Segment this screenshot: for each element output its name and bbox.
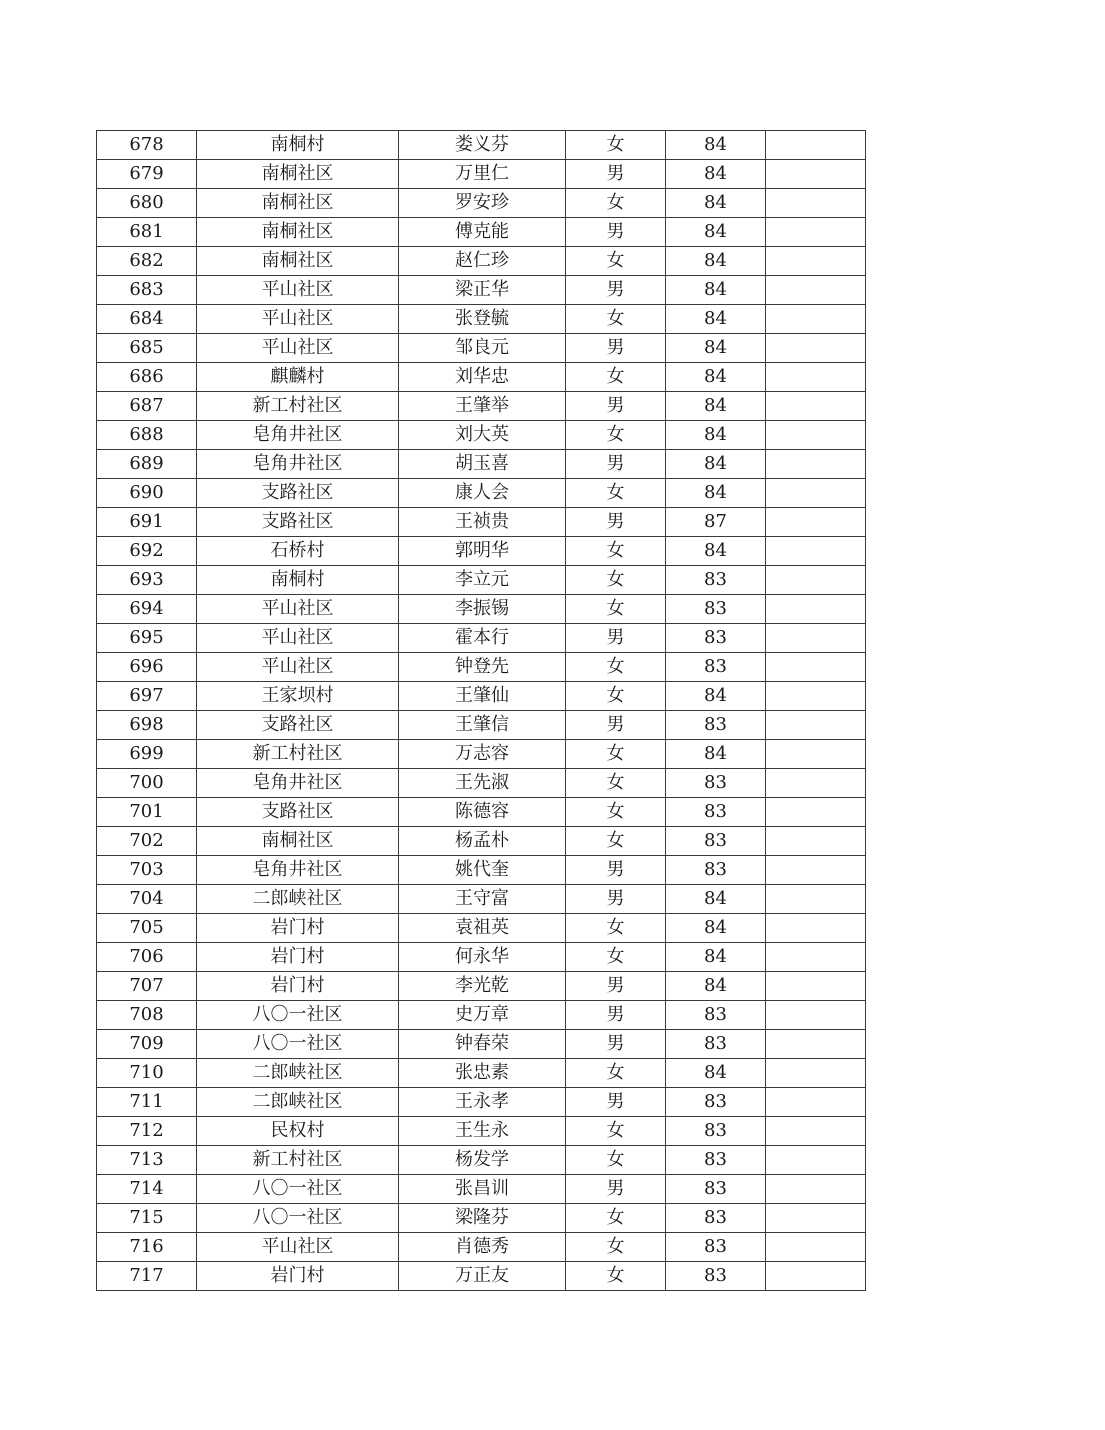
age-cell: 83 [666, 1175, 766, 1204]
community-cell: 平山社区 [197, 653, 399, 682]
age-cell: 84 [666, 885, 766, 914]
gender-cell: 男 [566, 508, 666, 537]
gender-cell: 女 [566, 740, 666, 769]
gender-cell: 女 [566, 479, 666, 508]
community-cell: 岩门村 [197, 914, 399, 943]
gender-cell: 女 [566, 363, 666, 392]
name-cell: 钟春荣 [399, 1030, 566, 1059]
table-row [97, 131, 866, 160]
gender-cell: 女 [566, 1117, 666, 1146]
table-row [97, 305, 866, 334]
gender-cell: 女 [566, 247, 666, 276]
table-row [97, 537, 866, 566]
community-cell: 支路社区 [197, 798, 399, 827]
name-cell: 王肇信 [399, 711, 566, 740]
name-cell: 郭明华 [399, 537, 566, 566]
row-number-cell: 690 [97, 479, 197, 508]
community-cell: 南桐社区 [197, 189, 399, 218]
community-cell: 八〇一社区 [197, 1204, 399, 1233]
community-cell: 二郎峡社区 [197, 885, 399, 914]
remark-cell [766, 1030, 866, 1059]
community-cell: 八〇一社区 [197, 1001, 399, 1030]
table-row [97, 334, 866, 363]
remark-cell [766, 508, 866, 537]
table-row [97, 421, 866, 450]
name-cell: 姚代奎 [399, 856, 566, 885]
name-cell: 肖德秀 [399, 1233, 566, 1262]
table-row [97, 218, 866, 247]
community-cell: 南桐村 [197, 566, 399, 595]
row-number-cell: 707 [97, 972, 197, 1001]
remark-cell [766, 1146, 866, 1175]
community-cell: 岩门村 [197, 943, 399, 972]
row-number-cell: 693 [97, 566, 197, 595]
name-cell: 刘华忠 [399, 363, 566, 392]
gender-cell: 男 [566, 711, 666, 740]
row-number-cell: 697 [97, 682, 197, 711]
remark-cell [766, 624, 866, 653]
table-row [97, 711, 866, 740]
name-cell: 陈德容 [399, 798, 566, 827]
gender-cell: 男 [566, 218, 666, 247]
name-cell: 杨孟朴 [399, 827, 566, 856]
gender-cell: 女 [566, 421, 666, 450]
age-cell: 83 [666, 856, 766, 885]
gender-cell: 女 [566, 653, 666, 682]
age-cell: 84 [666, 914, 766, 943]
gender-cell: 女 [566, 1262, 666, 1291]
gender-cell: 男 [566, 276, 666, 305]
row-number-cell: 695 [97, 624, 197, 653]
remark-cell [766, 856, 866, 885]
remark-cell [766, 1175, 866, 1204]
community-cell: 皂角井社区 [197, 421, 399, 450]
community-cell: 麒麟村 [197, 363, 399, 392]
row-number-cell: 688 [97, 421, 197, 450]
age-cell: 83 [666, 1001, 766, 1030]
remark-cell [766, 914, 866, 943]
row-number-cell: 709 [97, 1030, 197, 1059]
remark-cell [766, 769, 866, 798]
gender-cell: 女 [566, 914, 666, 943]
remark-cell [766, 1088, 866, 1117]
gender-cell: 男 [566, 624, 666, 653]
name-cell: 袁祖英 [399, 914, 566, 943]
table-row [97, 479, 866, 508]
remark-cell [766, 450, 866, 479]
table-row [97, 189, 866, 218]
gender-cell: 男 [566, 1175, 666, 1204]
remark-cell [766, 363, 866, 392]
row-number-cell: 682 [97, 247, 197, 276]
table-row [97, 972, 866, 1001]
row-number-cell: 689 [97, 450, 197, 479]
remark-cell [766, 943, 866, 972]
community-cell: 支路社区 [197, 479, 399, 508]
table-row [97, 1146, 866, 1175]
remark-cell [766, 682, 866, 711]
age-cell: 83 [666, 1204, 766, 1233]
gender-cell: 女 [566, 827, 666, 856]
row-number-cell: 684 [97, 305, 197, 334]
row-number-cell: 691 [97, 508, 197, 537]
table-row [97, 595, 866, 624]
remark-cell [766, 827, 866, 856]
age-cell: 83 [666, 653, 766, 682]
table-row [97, 682, 866, 711]
row-number-cell: 701 [97, 798, 197, 827]
age-cell: 83 [666, 624, 766, 653]
name-cell: 万里仁 [399, 160, 566, 189]
gender-cell: 男 [566, 856, 666, 885]
community-cell: 南桐社区 [197, 247, 399, 276]
table-row [97, 624, 866, 653]
remark-cell [766, 421, 866, 450]
table-row [97, 885, 866, 914]
age-cell: 87 [666, 508, 766, 537]
table-row [97, 943, 866, 972]
gender-cell: 女 [566, 1233, 666, 1262]
age-cell: 83 [666, 1233, 766, 1262]
name-cell: 王祯贵 [399, 508, 566, 537]
community-cell: 岩门村 [197, 972, 399, 1001]
community-cell: 南桐社区 [197, 827, 399, 856]
table-row [97, 769, 866, 798]
table-row [97, 450, 866, 479]
name-cell: 万正友 [399, 1262, 566, 1291]
age-cell: 84 [666, 189, 766, 218]
age-cell: 83 [666, 595, 766, 624]
name-cell: 罗安珍 [399, 189, 566, 218]
gender-cell: 女 [566, 305, 666, 334]
gender-cell: 女 [566, 769, 666, 798]
gender-cell: 男 [566, 160, 666, 189]
community-cell: 二郎峡社区 [197, 1059, 399, 1088]
age-cell: 84 [666, 247, 766, 276]
table-row [97, 1088, 866, 1117]
remark-cell [766, 392, 866, 421]
table-row [97, 1262, 866, 1291]
community-cell: 新工村社区 [197, 740, 399, 769]
gender-cell: 女 [566, 131, 666, 160]
age-cell: 83 [666, 711, 766, 740]
age-cell: 84 [666, 305, 766, 334]
row-number-cell: 713 [97, 1146, 197, 1175]
age-cell: 84 [666, 363, 766, 392]
remark-cell [766, 711, 866, 740]
gender-cell: 女 [566, 1204, 666, 1233]
row-number-cell: 686 [97, 363, 197, 392]
table-row [97, 798, 866, 827]
community-cell: 新工村社区 [197, 1146, 399, 1175]
table-row [97, 653, 866, 682]
name-cell: 万志容 [399, 740, 566, 769]
age-cell: 84 [666, 334, 766, 363]
age-cell: 84 [666, 131, 766, 160]
row-number-cell: 692 [97, 537, 197, 566]
row-number-cell: 685 [97, 334, 197, 363]
name-cell: 王肇举 [399, 392, 566, 421]
gender-cell: 女 [566, 1059, 666, 1088]
name-cell: 张登毓 [399, 305, 566, 334]
age-cell: 83 [666, 1146, 766, 1175]
row-number-cell: 706 [97, 943, 197, 972]
gender-cell: 女 [566, 1146, 666, 1175]
row-number-cell: 698 [97, 711, 197, 740]
gender-cell: 男 [566, 1001, 666, 1030]
name-cell: 霍本行 [399, 624, 566, 653]
age-cell: 84 [666, 160, 766, 189]
row-number-cell: 687 [97, 392, 197, 421]
table-row [97, 856, 866, 885]
row-number-cell: 717 [97, 1262, 197, 1291]
table-row [97, 508, 866, 537]
name-cell: 张忠素 [399, 1059, 566, 1088]
name-cell: 李光乾 [399, 972, 566, 1001]
name-cell: 王永孝 [399, 1088, 566, 1117]
community-cell: 王家坝村 [197, 682, 399, 711]
gender-cell: 女 [566, 943, 666, 972]
remark-cell [766, 247, 866, 276]
community-cell: 南桐社区 [197, 218, 399, 247]
age-cell: 83 [666, 827, 766, 856]
table-row [97, 1030, 866, 1059]
table-row [97, 1233, 866, 1262]
row-number-cell: 678 [97, 131, 197, 160]
community-cell: 新工村社区 [197, 392, 399, 421]
age-cell: 84 [666, 276, 766, 305]
community-cell: 平山社区 [197, 334, 399, 363]
table-row [97, 740, 866, 769]
remark-cell [766, 218, 866, 247]
gender-cell: 男 [566, 450, 666, 479]
remark-cell [766, 740, 866, 769]
name-cell: 王先淑 [399, 769, 566, 798]
table-row [97, 276, 866, 305]
name-cell: 何永华 [399, 943, 566, 972]
row-number-cell: 696 [97, 653, 197, 682]
remark-cell [766, 885, 866, 914]
gender-cell: 男 [566, 1088, 666, 1117]
name-cell: 王生永 [399, 1117, 566, 1146]
name-cell: 杨发学 [399, 1146, 566, 1175]
community-cell: 平山社区 [197, 276, 399, 305]
name-cell: 钟登先 [399, 653, 566, 682]
row-number-cell: 704 [97, 885, 197, 914]
remark-cell [766, 189, 866, 218]
gender-cell: 男 [566, 885, 666, 914]
community-cell: 平山社区 [197, 624, 399, 653]
age-cell: 83 [666, 566, 766, 595]
community-cell: 二郎峡社区 [197, 1088, 399, 1117]
name-cell: 康人会 [399, 479, 566, 508]
row-number-cell: 710 [97, 1059, 197, 1088]
age-cell: 84 [666, 392, 766, 421]
name-cell: 张昌训 [399, 1175, 566, 1204]
remark-cell [766, 798, 866, 827]
community-cell: 平山社区 [197, 1233, 399, 1262]
name-cell: 胡玉喜 [399, 450, 566, 479]
row-number-cell: 681 [97, 218, 197, 247]
community-cell: 皂角井社区 [197, 856, 399, 885]
remark-cell [766, 1059, 866, 1088]
gender-cell: 男 [566, 972, 666, 1001]
table-row [97, 1001, 866, 1030]
name-cell: 邹良元 [399, 334, 566, 363]
age-cell: 84 [666, 682, 766, 711]
table-row [97, 827, 866, 856]
name-cell: 王守富 [399, 885, 566, 914]
age-cell: 84 [666, 740, 766, 769]
remark-cell [766, 1233, 866, 1262]
remark-cell [766, 1001, 866, 1030]
community-cell: 皂角井社区 [197, 769, 399, 798]
table-row [97, 1175, 866, 1204]
remark-cell [766, 276, 866, 305]
gender-cell: 女 [566, 566, 666, 595]
table-row [97, 1117, 866, 1146]
row-number-cell: 702 [97, 827, 197, 856]
row-number-cell: 711 [97, 1088, 197, 1117]
remark-cell [766, 566, 866, 595]
age-cell: 83 [666, 769, 766, 798]
remark-cell [766, 1262, 866, 1291]
name-cell: 李立元 [399, 566, 566, 595]
community-cell: 皂角井社区 [197, 450, 399, 479]
age-cell: 84 [666, 218, 766, 247]
community-cell: 八〇一社区 [197, 1175, 399, 1204]
name-cell: 赵仁珍 [399, 247, 566, 276]
remark-cell [766, 537, 866, 566]
table-row [97, 914, 866, 943]
community-cell: 民权村 [197, 1117, 399, 1146]
remark-cell [766, 595, 866, 624]
community-cell: 岩门村 [197, 1262, 399, 1291]
gender-cell: 男 [566, 334, 666, 363]
row-number-cell: 680 [97, 189, 197, 218]
age-cell: 84 [666, 450, 766, 479]
row-number-cell: 712 [97, 1117, 197, 1146]
community-cell: 支路社区 [197, 508, 399, 537]
name-cell: 刘大英 [399, 421, 566, 450]
row-number-cell: 708 [97, 1001, 197, 1030]
name-cell: 王肇仙 [399, 682, 566, 711]
age-cell: 84 [666, 421, 766, 450]
remark-cell [766, 653, 866, 682]
age-cell: 83 [666, 798, 766, 827]
row-number-cell: 715 [97, 1204, 197, 1233]
community-cell: 南桐社区 [197, 160, 399, 189]
age-cell: 84 [666, 537, 766, 566]
row-number-cell: 683 [97, 276, 197, 305]
row-number-cell: 705 [97, 914, 197, 943]
age-cell: 83 [666, 1117, 766, 1146]
table-row [97, 363, 866, 392]
gender-cell: 男 [566, 1030, 666, 1059]
community-cell: 平山社区 [197, 595, 399, 624]
table-row [97, 566, 866, 595]
table-row [97, 160, 866, 189]
table-row [97, 392, 866, 421]
table-row [97, 1059, 866, 1088]
name-cell: 娄义芬 [399, 131, 566, 160]
name-cell: 史万章 [399, 1001, 566, 1030]
table-row [97, 247, 866, 276]
name-cell: 李振锡 [399, 595, 566, 624]
age-cell: 84 [666, 943, 766, 972]
name-cell: 梁正华 [399, 276, 566, 305]
age-cell: 83 [666, 1262, 766, 1291]
community-cell: 石桥村 [197, 537, 399, 566]
gender-cell: 女 [566, 798, 666, 827]
remark-cell [766, 972, 866, 1001]
age-cell: 83 [666, 1088, 766, 1117]
age-cell: 83 [666, 1030, 766, 1059]
table-body [97, 131, 866, 1291]
remark-cell [766, 305, 866, 334]
name-cell: 傅克能 [399, 218, 566, 247]
remark-cell [766, 1204, 866, 1233]
gender-cell: 女 [566, 682, 666, 711]
data-table [96, 130, 866, 1291]
age-cell: 84 [666, 972, 766, 1001]
age-cell: 84 [666, 1059, 766, 1088]
row-number-cell: 694 [97, 595, 197, 624]
row-number-cell: 703 [97, 856, 197, 885]
gender-cell: 女 [566, 595, 666, 624]
table-row [97, 1204, 866, 1233]
name-cell: 梁隆芬 [399, 1204, 566, 1233]
remark-cell [766, 1117, 866, 1146]
gender-cell: 男 [566, 392, 666, 421]
community-cell: 南桐村 [197, 131, 399, 160]
gender-cell: 女 [566, 537, 666, 566]
remark-cell [766, 131, 866, 160]
remark-cell [766, 160, 866, 189]
age-cell: 84 [666, 479, 766, 508]
remark-cell [766, 479, 866, 508]
gender-cell: 女 [566, 189, 666, 218]
row-number-cell: 700 [97, 769, 197, 798]
row-number-cell: 716 [97, 1233, 197, 1262]
community-cell: 平山社区 [197, 305, 399, 334]
row-number-cell: 714 [97, 1175, 197, 1204]
community-cell: 支路社区 [197, 711, 399, 740]
community-cell: 八〇一社区 [197, 1030, 399, 1059]
row-number-cell: 679 [97, 160, 197, 189]
row-number-cell: 699 [97, 740, 197, 769]
remark-cell [766, 334, 866, 363]
